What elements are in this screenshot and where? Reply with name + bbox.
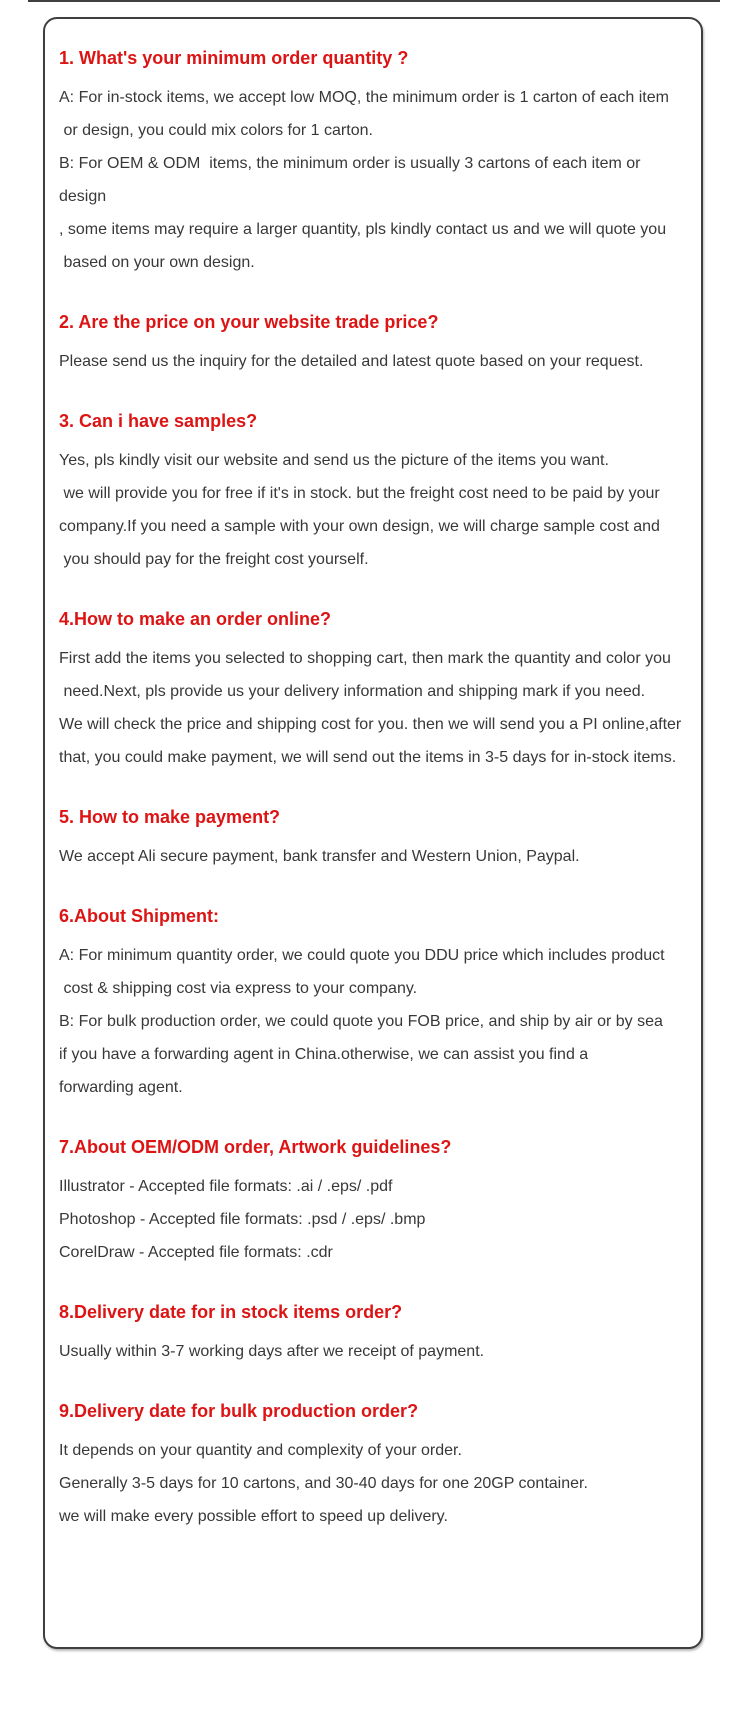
faq-answer-line: We accept Ali secure payment, bank transfer and Western Union, Paypal. (59, 848, 580, 865)
faq-question: 9.Delivery date for bulk production order? (59, 1401, 419, 1421)
faq-answer-line: company.If you need a sample with your own design, we will charge sample cost and (59, 518, 660, 535)
faq-question: 2. Are the price on your website trade price? (59, 312, 439, 332)
faq-section (59, 45, 689, 279)
faq-answer-line: , some items may require a larger quantity, pls kindly contact us and we will quote you (59, 221, 667, 238)
faq-answer-line: you should pay for the freight cost yourself. (59, 551, 369, 568)
faq-section (59, 804, 689, 873)
faq-answer-line: Generally 3-5 days for 10 cartons, and 30-40 days for one 20GP container. (59, 1475, 588, 1492)
faq-answer-line: forwarding agent. (59, 1079, 183, 1096)
faq-answer-line: based on your own design. (59, 254, 255, 271)
faq-answer-line: need.Next, pls provide us your delivery information and shipping mark if you need. (59, 683, 646, 700)
faq-section (59, 1398, 689, 1533)
faq-question: 1. What's your minimum order quantity ? (59, 48, 409, 68)
faq-question: 5. How to make payment? (59, 807, 281, 827)
faq-section (59, 1299, 689, 1368)
faq-answer-line: we will make every possible effort to speed up delivery. (59, 1508, 448, 1525)
faq-answer-line: Usually within 3-7 working days after we receipt of payment. (59, 1343, 485, 1360)
faq-answer-line: that, you could make payment, we will send out the items in 3-5 days for in-stock items. (59, 749, 677, 766)
faq-question: 4.How to make an order online? (59, 609, 332, 629)
faq-question: 7.About OEM/ODM order, Artwork guidelines? (59, 1137, 452, 1157)
faq-section (59, 606, 689, 774)
faq-answer-line: We will check the price and shipping cost for you. then we will send you a PI online,after (59, 716, 682, 733)
previous-box-bottom-edge (28, 0, 720, 2)
faq-answer-line: B: For OEM & ODM items, the minimum order is usually 3 cartons of each item or design (59, 155, 645, 205)
faq-section (59, 408, 689, 576)
faq-answer-line: Photoshop - Accepted file formats: .psd / .eps/ .bmp (59, 1211, 426, 1228)
faq-question: 6.About Shipment: (59, 906, 219, 926)
faq-answer-line: A: For in-stock items, we accept low MOQ, the minimum order is 1 carton of each item (59, 89, 669, 106)
faq-panel (43, 17, 703, 1649)
faq-answer-line: B: For bulk production order, we could quote you FOB price, and ship by air or by sea (59, 1013, 663, 1030)
faq-section (59, 1134, 689, 1269)
faq-answer-line: Yes, pls kindly visit our website and send us the picture of the items you want. (59, 452, 609, 469)
faq-answer-line: It depends on your quantity and complexity of your order. (59, 1442, 462, 1459)
faq-answer-line: CorelDraw - Accepted file formats: .cdr (59, 1244, 333, 1261)
faq-question: 3. Can i have samples? (59, 411, 258, 431)
faq-answer-line: First add the items you selected to shopping cart, then mark the quantity and color you (59, 650, 671, 667)
faq-answer-line: or design, you could mix colors for 1 carton. (59, 122, 373, 139)
faq-section (59, 309, 689, 378)
faq-answer-line: A: For minimum quantity order, we could quote you DDU price which includes product (59, 947, 665, 964)
faq-section (59, 903, 689, 1104)
faq-answer-line: if you have a forwarding agent in China.otherwise, we can assist you find a (59, 1046, 589, 1063)
faq-answer-line: we will provide you for free if it's in stock. but the freight cost need to be paid by your (59, 485, 660, 502)
faq-answer-line: Illustrator - Accepted file formats: .ai / .eps/ .pdf (59, 1178, 393, 1195)
faq-answer-line: Please send us the inquiry for the detailed and latest quote based on your request. (59, 353, 644, 370)
faq-answer-line: cost & shipping cost via express to your company. (59, 980, 418, 997)
faq-question: 8.Delivery date for in stock items order? (59, 1302, 403, 1322)
